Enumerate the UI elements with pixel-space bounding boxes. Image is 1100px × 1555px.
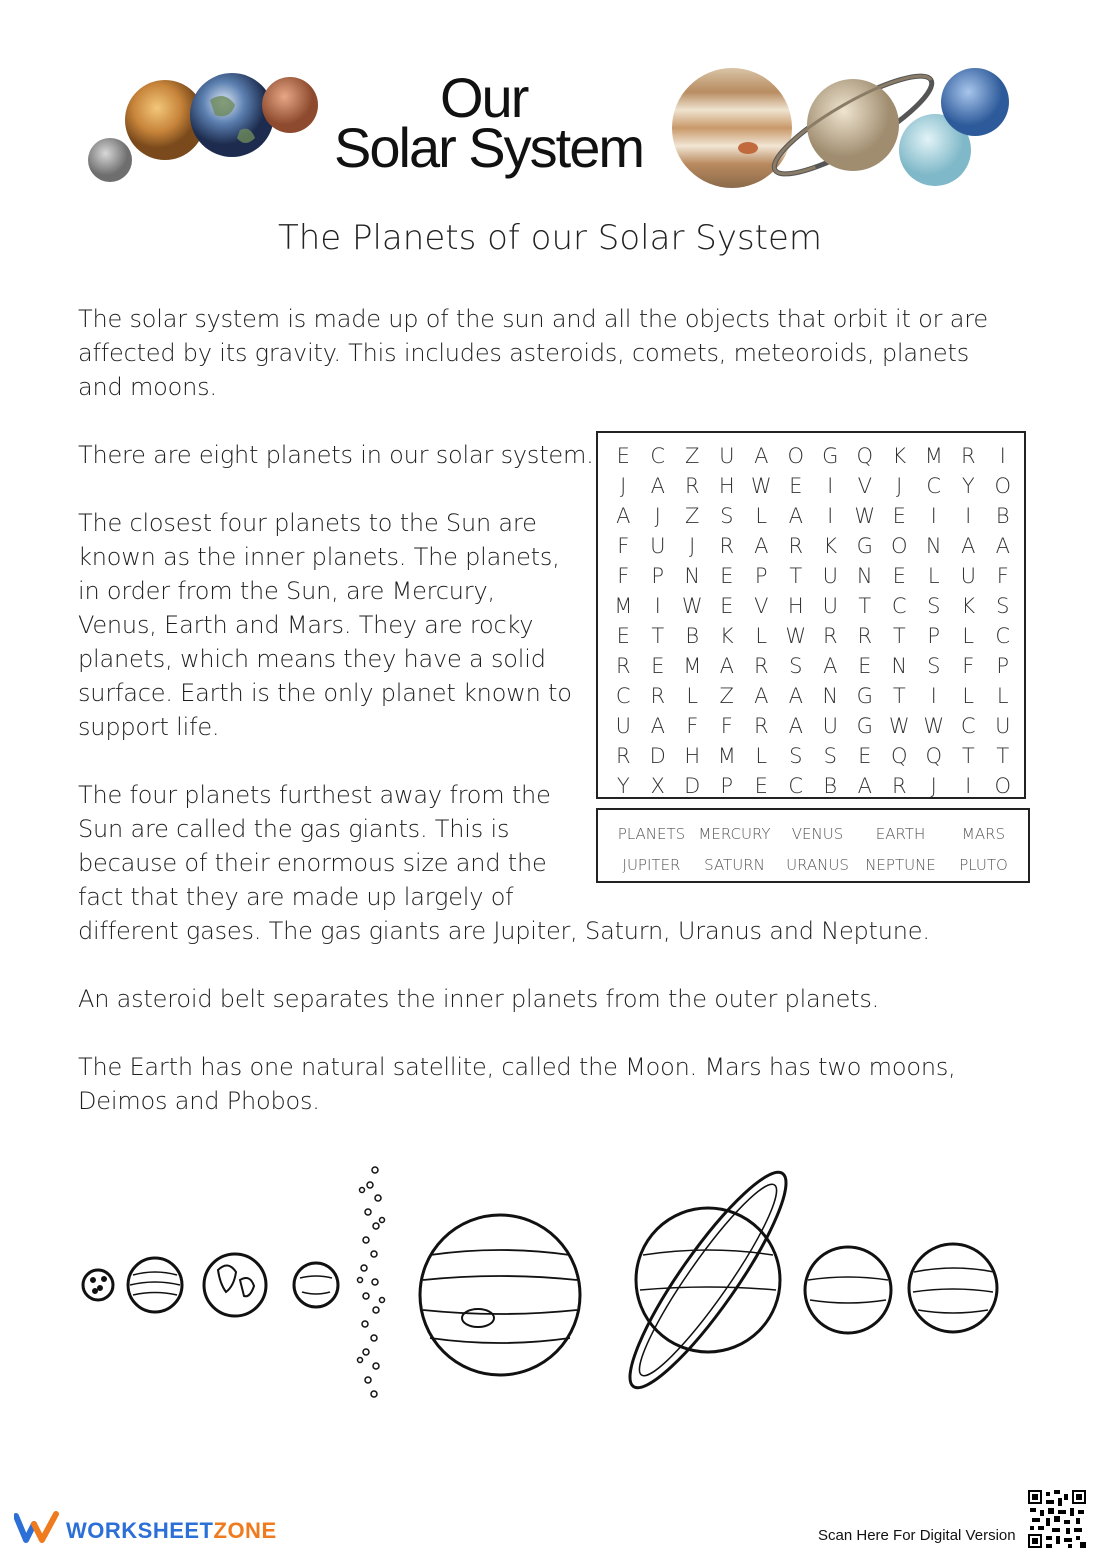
word-list-item: JUPITER <box>622 856 681 874</box>
word-search-letter[interactable]: E <box>616 624 630 648</box>
word-search-letter[interactable]: A <box>788 714 803 738</box>
word-search-letter[interactable]: L <box>755 624 768 648</box>
word-search-letter[interactable]: J <box>896 474 903 498</box>
word-search-letter[interactable]: T <box>961 744 975 768</box>
word-search-letter[interactable]: H <box>787 594 804 618</box>
word-search-letter[interactable]: K <box>719 624 734 648</box>
word-search-letter[interactable]: U <box>960 564 976 588</box>
word-search-row <box>598 711 1024 741</box>
word-search-letter[interactable]: W <box>681 594 703 618</box>
word-search-letter[interactable]: W <box>750 474 772 498</box>
qr-caption: Scan Here For Digital Version <box>818 1527 1016 1544</box>
word-search-letter[interactable]: V <box>857 474 872 498</box>
word-search-letter[interactable]: U <box>822 594 838 618</box>
word-search-letter[interactable]: E <box>892 504 906 528</box>
word-search-row <box>598 531 1024 561</box>
word-search-letter[interactable]: O <box>787 444 805 468</box>
logo-title-line1: Our <box>440 66 528 129</box>
word-search-letter[interactable]: B <box>823 774 838 798</box>
mercury-image <box>88 138 132 182</box>
paragraph-asteroid-belt: An asteroid belt separates the inner planets from the outer planets. <box>78 985 880 1013</box>
word-search-letter[interactable]: R <box>891 774 907 798</box>
word-search-row <box>598 741 1024 771</box>
word-search-letter[interactable]: H <box>718 474 735 498</box>
word-search-letter[interactable]: A <box>995 534 1010 558</box>
word-search-letter[interactable]: G <box>856 684 873 708</box>
word-search-letter[interactable]: T <box>996 744 1010 768</box>
word-search-letter[interactable]: S <box>789 654 803 678</box>
word-search-letter[interactable]: R <box>615 654 631 678</box>
word-search-letter[interactable]: K <box>961 594 976 618</box>
word-search-letter[interactable]: S <box>823 744 837 768</box>
word-search-letter[interactable]: K <box>823 534 838 558</box>
word-search-letter[interactable]: S <box>927 654 941 678</box>
word-search-row <box>598 621 1024 651</box>
word-search-row <box>598 561 1024 591</box>
word-search-letter[interactable]: A <box>788 504 803 528</box>
paragraph-intro: The solar system is made up of the sun and all the objects that orbit it or are affected by its gravity. This includes asteroids, comets, meteoroids, planets and moons. <box>78 305 988 401</box>
word-search-letter[interactable]: M <box>717 744 736 768</box>
word-search-letter[interactable]: E <box>720 564 734 588</box>
word-search-letter[interactable]: C <box>926 474 942 498</box>
word-search-letter[interactable]: G <box>856 534 873 558</box>
word-search-letter[interactable]: C <box>650 444 666 468</box>
word-search-letter[interactable]: E <box>789 474 803 498</box>
word-search-letter[interactable]: Q <box>890 744 908 768</box>
word-search-letter[interactable]: W <box>854 504 876 528</box>
word-search-letter[interactable]: F <box>617 564 630 588</box>
word-search-letter[interactable]: U <box>615 714 631 738</box>
word-search-letter[interactable]: F <box>720 714 733 738</box>
word-search-letter[interactable]: M <box>924 444 943 468</box>
word-search-letter[interactable]: M <box>614 594 633 618</box>
word-search-letter[interactable]: C <box>615 684 631 708</box>
word-search-letter[interactable]: C <box>995 624 1011 648</box>
venus-outline <box>128 1258 182 1312</box>
word-search-letter[interactable]: D <box>684 774 701 798</box>
word-search-letter[interactable]: I <box>930 684 937 708</box>
word-search-row <box>598 771 1024 801</box>
word-search-letter[interactable]: R <box>822 624 838 648</box>
word-search-letter[interactable]: D <box>649 744 666 768</box>
word-search-letter[interactable]: L <box>686 684 699 708</box>
word-search-letter[interactable]: I <box>827 504 834 528</box>
word-search-row <box>598 501 1024 531</box>
word-search-row <box>598 591 1024 621</box>
word-search-letter[interactable]: E <box>651 654 665 678</box>
word-search-letter[interactable]: Y <box>616 774 630 798</box>
mars-image <box>262 77 318 133</box>
jupiter-outline <box>420 1215 580 1375</box>
word-search-letter[interactable]: W <box>888 714 910 738</box>
planets-line-art <box>78 1160 1028 1410</box>
word-search-letter[interactable]: C <box>788 774 804 798</box>
page-title: The Planets of our Solar System <box>277 218 823 258</box>
word-search-grid <box>596 431 1026 799</box>
paragraph-gas-giants-part1: The four planets furthest away from the Sun are called the gas giants. This is because of their enormous size and the fact that they are made up largely of <box>78 781 551 911</box>
word-search-letter[interactable]: Y <box>961 474 975 498</box>
word-search-letter[interactable]: T <box>892 684 906 708</box>
word-search-row <box>598 681 1024 711</box>
word-search-letter[interactable]: N <box>684 564 701 588</box>
word-search-letter[interactable]: I <box>999 444 1006 468</box>
word-list-item: NEPTUNE <box>865 856 936 874</box>
word-search-letter[interactable]: P <box>996 654 1010 678</box>
word-search-letter[interactable]: A <box>650 714 665 738</box>
neptune-image <box>941 68 1009 136</box>
brand-name[interactable] <box>66 1518 277 1544</box>
word-search-letter[interactable]: O <box>890 534 908 558</box>
word-search-letter[interactable]: W <box>923 714 945 738</box>
word-search-letter[interactable]: E <box>858 654 872 678</box>
word-list-item: PLUTO <box>959 856 1008 874</box>
neptune-outline <box>909 1244 997 1332</box>
word-search-row <box>598 441 1024 471</box>
paragraph-gas-giants-part2: different gases. The gas giants are Jupiter, Saturn, Uranus and Neptune. <box>78 917 930 945</box>
word-search-letter[interactable]: A <box>961 534 976 558</box>
word-list-item: SATURN <box>704 856 765 874</box>
word-list-item: MARS <box>961 825 1006 843</box>
word-search-letter[interactable]: Q <box>856 444 874 468</box>
word-list-item: MERCURY <box>698 825 771 843</box>
word-search-letter[interactable]: P <box>720 774 734 798</box>
word-search-letter[interactable]: L <box>996 684 1009 708</box>
word-search-letter[interactable]: A <box>754 534 769 558</box>
word-search-letter[interactable]: R <box>960 444 976 468</box>
word-list-item: PLANETS <box>617 825 686 843</box>
word-search-letter[interactable]: S <box>789 744 803 768</box>
paragraph-moons: The Earth has one natural satellite, called the Moon. Mars has two moons, Deimos and Phobos. <box>78 1053 956 1115</box>
word-search-letter[interactable]: Z <box>719 684 734 708</box>
word-search-letter[interactable]: I <box>965 504 972 528</box>
word-search-letter[interactable]: R <box>857 624 873 648</box>
word-search-letter[interactable]: E <box>616 444 630 468</box>
brand-name-part1: WORKSHEET <box>66 1518 214 1543</box>
uranus-outline <box>805 1247 891 1333</box>
word-search-letter[interactable]: N <box>822 684 839 708</box>
paragraph-inner-planets: The closest four planets to the Sun are known as the inner planets. The planets, in order from the Sun, are Mercury, Venus, Earth and Mars. They are rocky planets, which means they have a solid surface. Earth is the only planet known to support life. <box>78 509 572 741</box>
word-search-letter[interactable]: J <box>654 504 661 528</box>
word-search-letter[interactable]: P <box>927 624 941 648</box>
word-search-letter[interactable]: R <box>753 654 769 678</box>
word-search-letter[interactable]: R <box>753 714 769 738</box>
word-search-letter[interactable]: J <box>689 534 696 558</box>
word-search-letter[interactable]: U <box>719 444 735 468</box>
word-list-row <box>598 819 1028 850</box>
word-search-letter[interactable]: N <box>925 534 942 558</box>
saturn-outline <box>610 1160 805 1403</box>
word-search-letter[interactable]: Z <box>685 504 700 528</box>
logo-title-line2: Solar System <box>334 116 643 179</box>
word-search-letter[interactable]: T <box>651 624 665 648</box>
asteroid-belt-outline <box>358 1167 385 1397</box>
word-list-row <box>598 850 1028 881</box>
word-search-letter[interactable]: G <box>822 444 839 468</box>
word-search-letter[interactable]: M <box>683 654 702 678</box>
word-search-letter[interactable]: G <box>856 714 873 738</box>
word-search-row <box>598 651 1024 681</box>
word-search-row <box>598 471 1024 501</box>
word-search-letter[interactable]: F <box>996 564 1009 588</box>
word-search-letter[interactable]: S <box>927 594 941 618</box>
word-search-letter[interactable]: W <box>785 624 807 648</box>
word-search-letter[interactable]: T <box>789 564 803 588</box>
word-search-letter[interactable]: L <box>755 504 768 528</box>
word-search-letter[interactable]: U <box>822 714 838 738</box>
word-search-letter[interactable]: U <box>650 534 666 558</box>
mars-outline <box>294 1263 338 1307</box>
word-search-letter[interactable]: A <box>719 654 734 678</box>
word-search-letter[interactable]: P <box>754 564 768 588</box>
earth-outline <box>204 1254 266 1316</box>
brand-name-part2: ZONE <box>213 1518 277 1543</box>
word-search-letter[interactable]: S <box>996 594 1010 618</box>
worksheetzone-logo-icon <box>14 1510 62 1546</box>
word-search-letter[interactable]: E <box>754 774 768 798</box>
word-search-letter[interactable]: F <box>617 534 630 558</box>
word-search-letter[interactable]: E <box>720 594 734 618</box>
word-search-letter[interactable]: N <box>856 564 873 588</box>
word-search-letter[interactable]: I <box>654 594 661 618</box>
word-search-letter[interactable]: A <box>650 474 665 498</box>
word-search-letter[interactable]: R <box>719 534 735 558</box>
word-search-letter[interactable]: A <box>754 444 769 468</box>
word-search-letter[interactable]: N <box>891 654 908 678</box>
earth-image <box>190 73 274 157</box>
qr-code-icon[interactable] <box>1028 1490 1086 1548</box>
word-search-letter[interactable]: B <box>685 624 700 648</box>
word-search-letter[interactable]: U <box>822 564 838 588</box>
word-search-letter[interactable]: L <box>962 624 975 648</box>
word-search-letter[interactable]: C <box>891 594 907 618</box>
word-search-letter[interactable]: O <box>994 474 1012 498</box>
word-search-letter[interactable]: L <box>927 564 940 588</box>
word-search-letter[interactable]: T <box>858 594 872 618</box>
word-search-letter[interactable]: I <box>930 504 937 528</box>
word-search-letter[interactable]: J <box>620 474 627 498</box>
word-search-letter[interactable]: R <box>684 474 700 498</box>
word-search-letter[interactable]: Z <box>685 444 700 468</box>
word-search-letter[interactable]: F <box>962 654 975 678</box>
word-search-letter[interactable]: R <box>788 534 804 558</box>
word-search-letter[interactable]: A <box>788 684 803 708</box>
word-search-letter[interactable]: I <box>965 774 972 798</box>
word-search-letter[interactable]: S <box>720 504 734 528</box>
word-search-letter[interactable]: V <box>754 594 769 618</box>
word-search-letter[interactable]: A <box>857 774 872 798</box>
paragraph-eight-planets: There are eight planets in our solar system. <box>78 441 594 469</box>
word-search-letter[interactable]: O <box>994 774 1012 798</box>
word-search-letter[interactable]: L <box>755 744 768 768</box>
word-list-item: VENUS <box>791 825 844 843</box>
word-search-letter[interactable]: E <box>858 744 872 768</box>
word-search-letter[interactable]: K <box>892 444 907 468</box>
word-search-letter[interactable]: A <box>823 654 838 678</box>
word-search-letter[interactable]: Q <box>925 744 943 768</box>
word-search-letter[interactable]: J <box>930 774 937 798</box>
word-search-letter[interactable]: B <box>995 504 1010 528</box>
mercury-outline <box>83 1270 113 1300</box>
word-search-letter[interactable]: H <box>684 744 701 768</box>
word-list-item: URANUS <box>786 856 849 874</box>
word-search-letter[interactable]: A <box>754 684 769 708</box>
word-search-letter[interactable]: I <box>827 474 834 498</box>
word-search-letter[interactable]: U <box>995 714 1011 738</box>
word-search-letter[interactable]: R <box>615 744 631 768</box>
word-search-letter[interactable]: A <box>616 504 631 528</box>
word-list-item: EARTH <box>875 825 926 843</box>
word-search-letter[interactable]: T <box>892 624 906 648</box>
word-search-letter[interactable]: C <box>960 714 976 738</box>
word-search-letter[interactable]: F <box>686 714 699 738</box>
word-search-letter[interactable]: R <box>650 684 666 708</box>
word-search-letter[interactable]: P <box>651 564 665 588</box>
word-search-letter[interactable]: X <box>650 774 665 798</box>
word-search-letter[interactable]: L <box>962 684 975 708</box>
word-search-word-list <box>596 808 1030 883</box>
word-search-letter[interactable]: E <box>892 564 906 588</box>
